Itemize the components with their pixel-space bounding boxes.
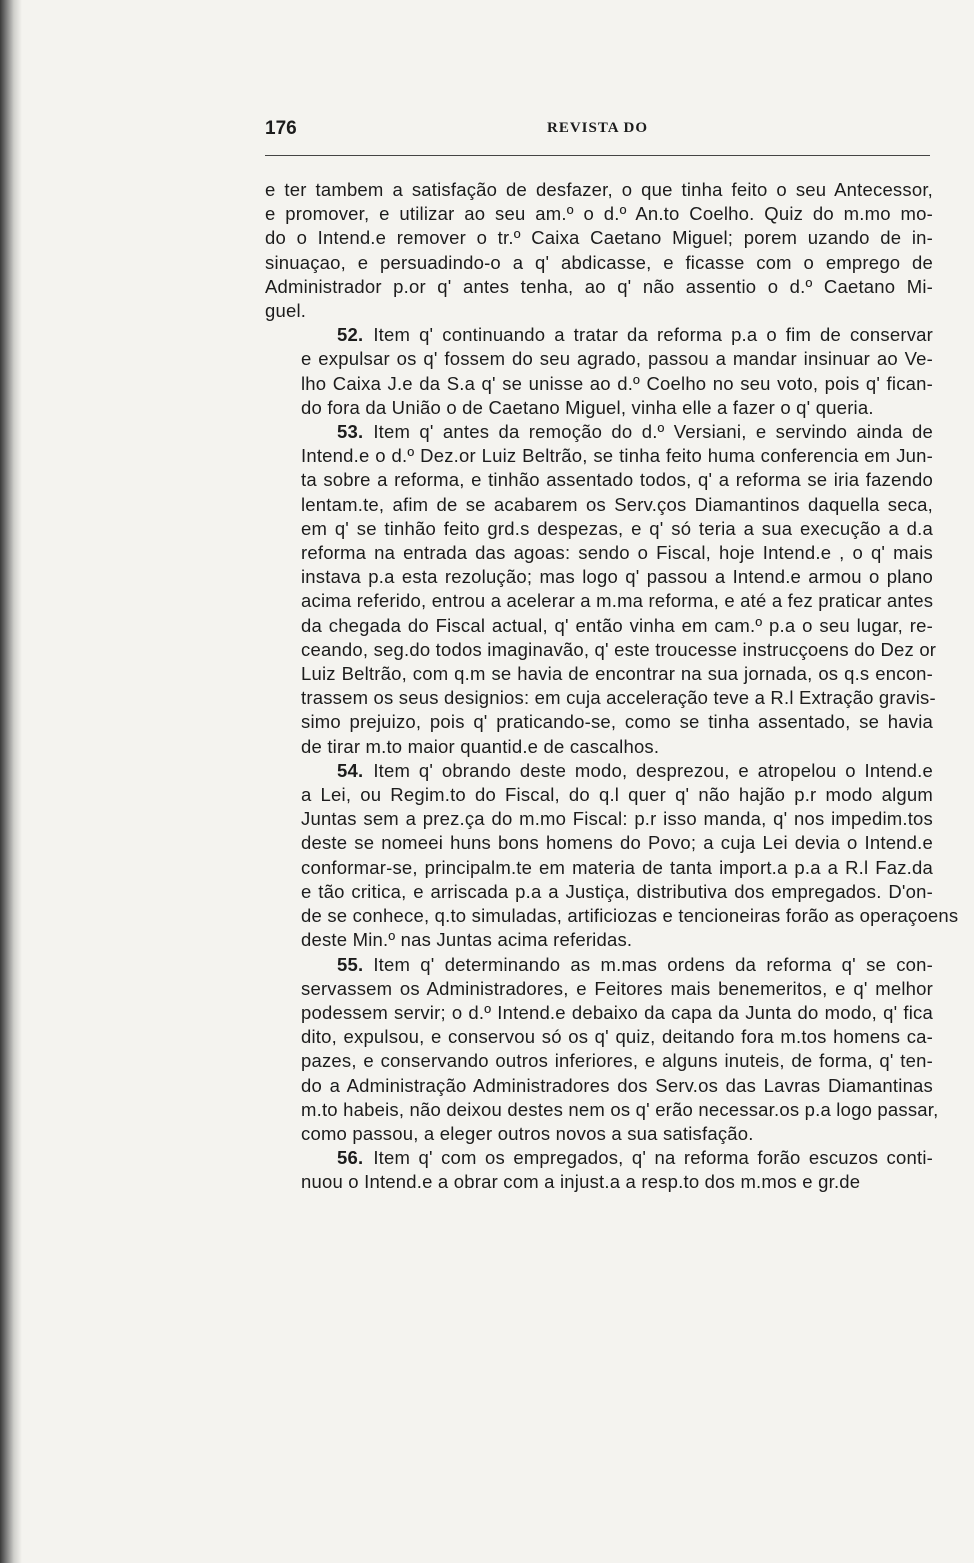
- text-line: lho Caixa J.e da S.a q' se unisse ao d.º Coelho no seu voto, pois q' fican-: [301, 372, 933, 394]
- text-line: conformar-se, principalm.te em materia de tanta import.a p.a a R.l Faz.da: [301, 856, 933, 878]
- text-line: do fora da União o de Caetano Miguel, vinha elle a fazer o q' queria.: [301, 396, 874, 418]
- book-binding-edge: [0, 0, 22, 1563]
- text-line: em q' se tinhão feito grd.s despezas, e q' só teria a sua execução a d.a: [301, 517, 933, 539]
- text-line: e tão critica, e arriscada p.a a Justiça, distributiva dos empregados. D'on-: [301, 880, 933, 902]
- paragraph-text: Item q' com os empregados, q' na reforma forão escuzos conti-: [373, 1147, 933, 1169]
- text-line: Luiz Beltrão, com q.m se havia de encontrar na sua jornada, os q.s encon-: [301, 663, 933, 685]
- text-line: instava p.a esta rezolução; mas logo q' passou a Intend.e armou o plano: [301, 566, 933, 588]
- text-line: do a Administração Administradores dos Serv.os das Lavras Diamantinas: [301, 1074, 933, 1096]
- text-line: de se conhece, q.to simuladas, artificiozas e tencioneiras forão as operaçoens: [301, 905, 959, 927]
- paragraph-number: 56.: [337, 1147, 364, 1169]
- body-text: [265, 178, 959, 1195]
- text-line: ta sobre a reforma, e tinhão assentado todos, q' a reforma se iria fazendo: [301, 469, 933, 491]
- text-line: dito, expulsou, e conservou só os q' quiz, deitando fora m.tos homens ca-: [301, 1026, 933, 1048]
- text-line: da chegada do Fiscal actual, q' então vinha em cam.º p.a o seu lugar, re-: [301, 614, 933, 636]
- numbered-paragraph: [265, 420, 937, 759]
- text-line: de tirar m.to maior quantid.e de cascalhos.: [301, 735, 660, 757]
- text-line: acima referido, entrou a acelerar a m.ma reforma, e até a fez praticar antes: [301, 590, 934, 612]
- text-line: como passou, a eleger outros novos a sua satisfação.: [301, 1122, 754, 1144]
- text-line: Administrador p.or q' antes tenha, ao q' não assentio o d.º Caetano Mi-: [265, 275, 933, 297]
- text-line: [265, 323, 933, 347]
- page-number: 176: [265, 118, 297, 139]
- text-line: servassem os Administradores, e Feitores mais benemeritos, e q' melhor: [301, 977, 933, 999]
- text-line: [265, 1146, 933, 1170]
- paragraph-number: 53.: [337, 421, 364, 443]
- running-head: REVISTA DO: [547, 120, 648, 136]
- text-line: m.to habeis, não deixou destes nem os q' erão necessar.os p.a logo passar,: [301, 1098, 939, 1120]
- paragraph-text: Item q' obrando deste modo, desprezou, e atropelou o Intend.e: [373, 759, 933, 781]
- numbered-paragraph: [265, 953, 939, 1147]
- text-line: ceando, seg.do todos imaginavão, q' este troucesse instrucçoens do Dez or: [301, 638, 937, 660]
- text-line: do o Intend.e remover o tr.º Caixa Caetano Miguel; porem uzando de in-: [265, 227, 933, 249]
- text-line: simo prejuizo, pois q' praticando-se, como se tinha assentado, se havia: [301, 711, 933, 733]
- text-line: [265, 759, 933, 783]
- numbered-paragraph: [265, 1146, 933, 1194]
- text-line: reforma na entrada das agoas: sendo o Fiscal, hoje Intend.e , o q' mais: [301, 542, 933, 564]
- text-line: [265, 420, 933, 444]
- text-line: e promover, e utilizar ao seu am.º o d.º An.to Coelho. Quiz do m.mo mo-: [265, 203, 933, 225]
- text-line: guel.: [265, 300, 307, 322]
- numbered-paragraph: [265, 759, 959, 953]
- text-line: a Lei, ou Regim.to do Fiscal, do q.l quer q' não hajão p.r modo algum: [301, 784, 933, 806]
- text-line: nuou o Intend.e a obrar com a injust.a a resp.to dos m.mos e gr.de: [301, 1171, 861, 1193]
- text-line: [265, 953, 933, 977]
- text-line: e ter tambem a satisfação de desfazer, o que tinha feito o seu Antecessor,: [265, 179, 933, 200]
- text-line: lentam.te, afim de se acabarem os Serv.ços Diamantinos daquella seca,: [301, 493, 933, 515]
- text-line: deste se nomeei huns bons homens do Povo; a cuja Lei devia o Intend.e: [301, 832, 933, 854]
- text-line: trassem os seus designios: em cuja acceleração teve a R.l Extração gravis-: [301, 687, 936, 709]
- header-rule: [265, 155, 930, 156]
- paragraph: [265, 178, 933, 323]
- paragraph-number: 55.: [337, 953, 364, 975]
- text-line: Intend.e o d.º Dez.or Luiz Beltrão, se tinha feito huma conferencia em Jun-: [301, 445, 933, 467]
- text-line: pazes, e conservando outros inferiores, e alguns inuteis, de forma, q' ten-: [301, 1050, 933, 1072]
- text-line: Juntas sem a prez.ça do m.mo Fiscal: p.r isso manda, q' nos impedim.tos: [301, 808, 933, 830]
- paragraph-text: Item q' continuando a tratar da reforma p.a o fim de conservar: [373, 324, 933, 346]
- numbered-paragraph: [265, 323, 933, 420]
- text-line: podessem servir; o d.º Intend.e debaixo da capa da Junta do modo, q' fica: [301, 1001, 933, 1023]
- text-line: e expulsar os q' fossem do seu agrado, passou a mandar insinuar ao Ve-: [301, 348, 933, 370]
- paragraph-number: 52.: [337, 324, 364, 346]
- page-header: [265, 118, 930, 148]
- text-line: deste Min.º nas Juntas acima referidas.: [301, 929, 633, 951]
- text-line: sinuaçao, e persuadindo-o a q' abdicasse, e ficasse com o emprego de: [265, 251, 933, 273]
- paragraph-text: Item q' antes da remoção do d.º Versiani, e servindo ainda de: [373, 421, 933, 443]
- paragraph-text: Item q' determinando as m.mas ordens da reforma q' se con-: [373, 953, 933, 975]
- paragraph-number: 54.: [337, 759, 364, 781]
